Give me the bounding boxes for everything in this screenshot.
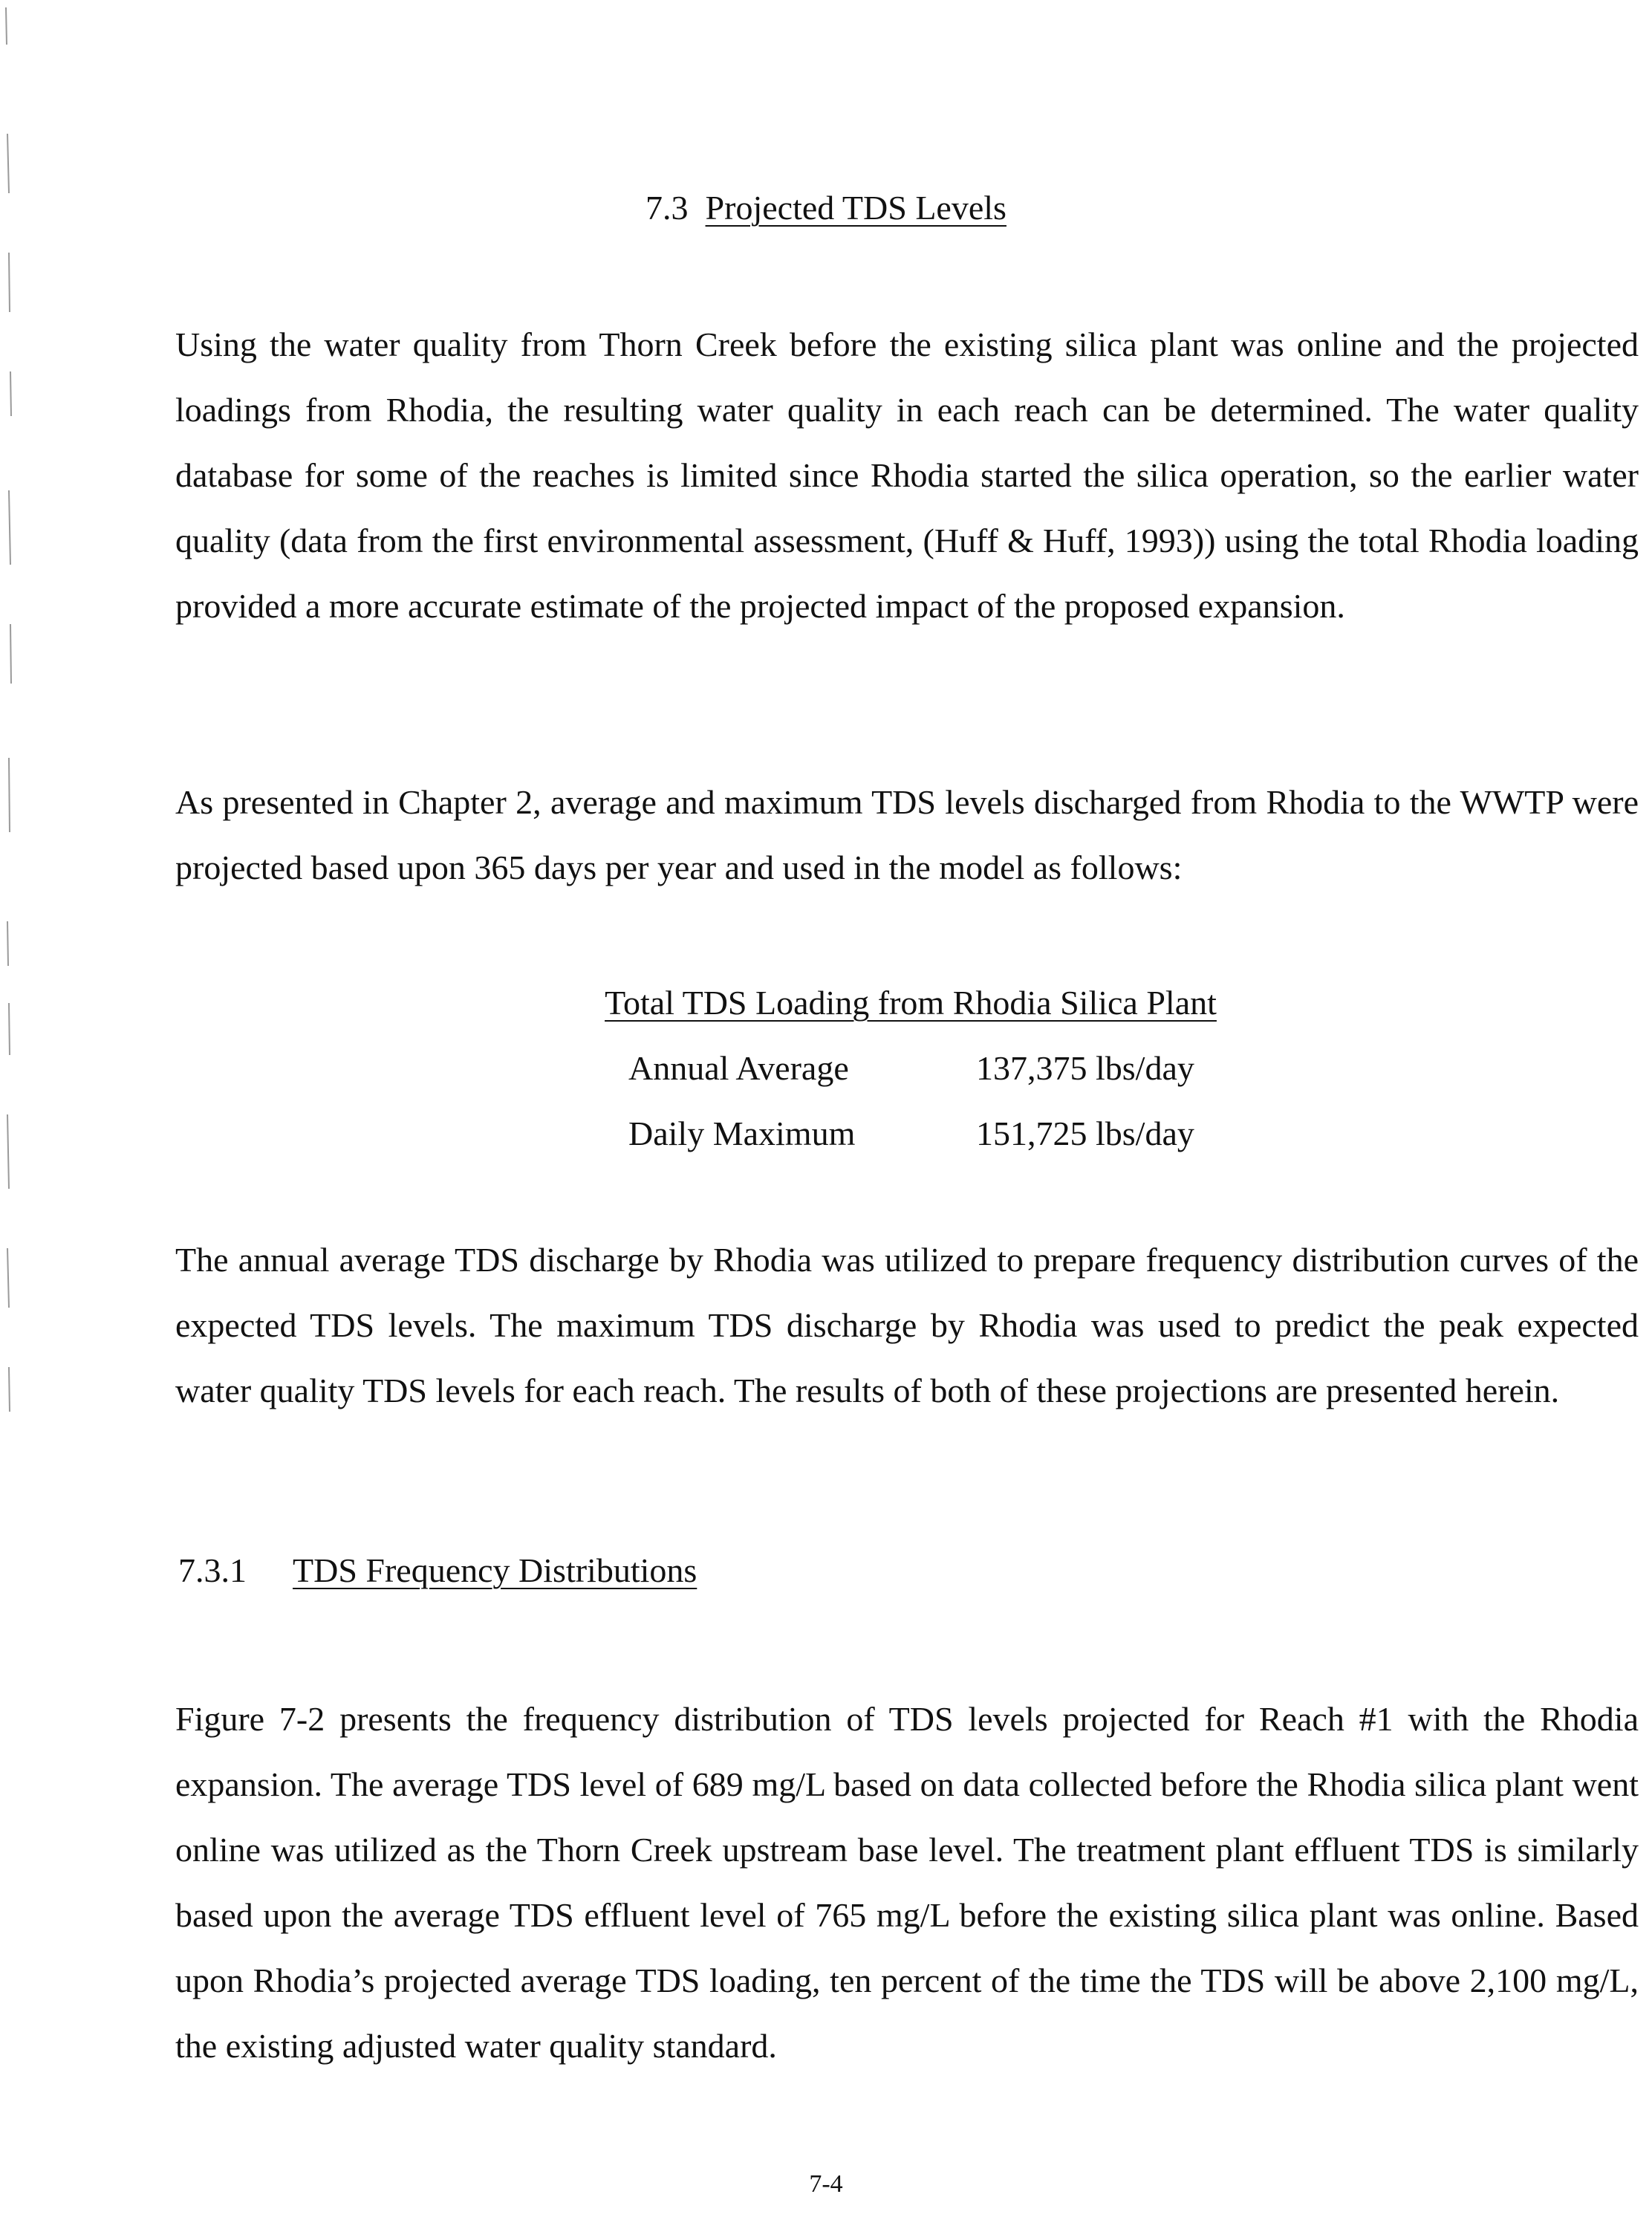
section-heading [0, 186, 1652, 230]
section-title: Projected TDS Levels [705, 189, 1007, 227]
paragraph-discharge: The annual average TDS discharge by Rhodia was utilized to prepare frequency distribution curves of the expected TDS levels. The maximum TDS discharge by Rhodia was used to predict the peak expected water quality TDS levels for each reach. The results of both of these projections are presented herein. [175, 1241, 1639, 1409]
paragraph-chapter2: As presented in Chapter 2, average and maximum TDS levels discharged from Rhodia to the WWTP were projected based upon 365 days per year and used in the model as follows: [175, 783, 1639, 886]
table-row [0, 1036, 1652, 1101]
row-label-annual-average: Annual Average [628, 1049, 849, 1087]
paragraph-figure: Figure 7-2 presents the frequency distribution of TDS levels projected for Reach #1 with the Rhodia expansion. The average TDS level of 689 mg/L based on data collected before the Rhodia silica plant went online was utilized as the Thorn Creek upstream base level. The treatment plant effluent TDS is similarly based upon the average TDS effluent level of 765 mg/L before the existing silica plant was online. Based upon Rhodia’s projected average TDS loading, ten percent of the time the TDS will be above 2,100 mg/L, the existing adjusted water quality standard. [175, 1700, 1639, 2065]
table-row [0, 1101, 1652, 1166]
row-label-daily-maximum: Daily Maximum [628, 1114, 856, 1152]
page-number: 7-4 [809, 2170, 843, 2198]
row-value-annual-average: 137,375 lbs/day [976, 1049, 1194, 1087]
subsection-number: 7.3.1 [178, 1551, 247, 1589]
section-number: 7.3 [645, 189, 689, 227]
subsection-heading [178, 1548, 697, 1593]
tds-loading-table-title: Total TDS Loading from Rhodia Silica Plant [605, 984, 1217, 1022]
row-value-daily-maximum: 151,725 lbs/day [976, 1114, 1194, 1152]
paragraph-intro: Using the water quality from Thorn Creek before the existing silica plant was online and the projected loadings from Rhodia, the resulting water quality in each reach can be determined. The water quality database for some of the reaches is limited since Rhodia started the silica operation, so the earlier water quality (data from the first environmental assessment, (Huff & Huff, 1993)) using the total Rhodia loading provided a more accurate estimate of the projected impact of the proposed expansion. [175, 325, 1639, 625]
subsection-title: TDS Frequency Distributions [293, 1551, 697, 1589]
